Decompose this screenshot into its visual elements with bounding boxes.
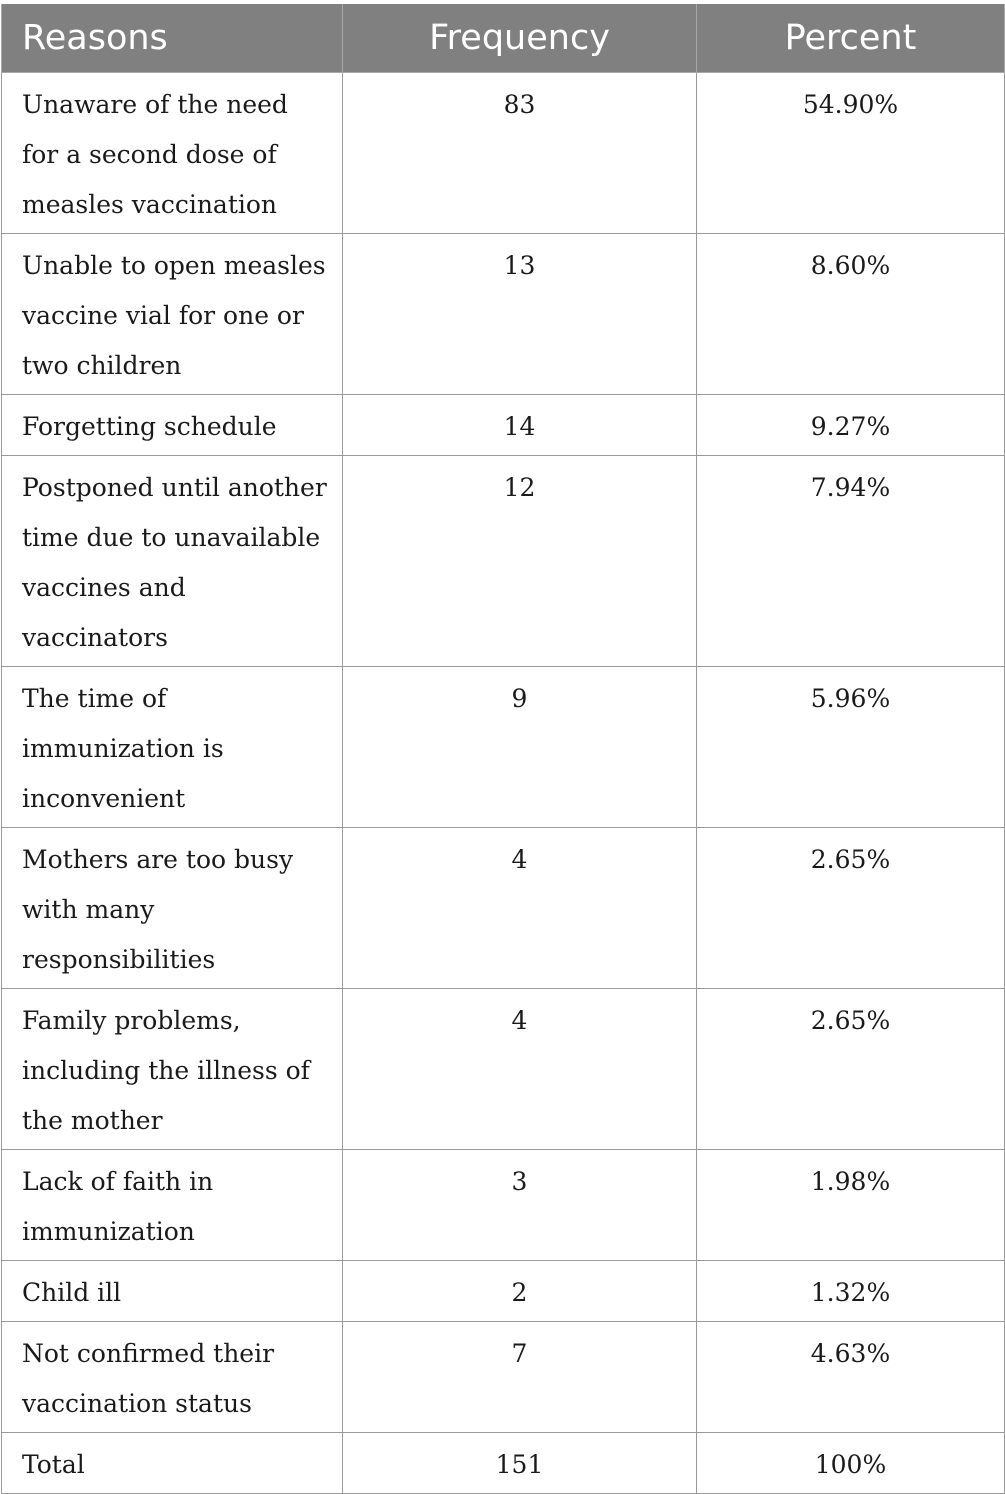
- table-row: [2, 828, 1005, 989]
- header-reasons: Reasons: [2, 4, 343, 73]
- reason-cell: Unaware of the need for a second dose of measles vaccination: [2, 73, 343, 234]
- total-row: [2, 1433, 1005, 1494]
- percent-cell: 5.96%: [697, 667, 1005, 828]
- percent-cell: 1.98%: [697, 1150, 1005, 1261]
- percent-cell: 54.90%: [697, 73, 1005, 234]
- table-row: [2, 989, 1005, 1150]
- percent-cell: 8.60%: [697, 234, 1005, 395]
- frequency-cell: 83: [343, 73, 697, 234]
- percent-cell: 2.65%: [697, 828, 1005, 989]
- percent-cell: 1.32%: [697, 1261, 1005, 1322]
- table-row: [2, 1322, 1005, 1433]
- frequency-cell: 13: [343, 234, 697, 395]
- total-frequency-cell: 151: [343, 1433, 697, 1494]
- frequency-cell: 3: [343, 1150, 697, 1261]
- frequency-cell: 4: [343, 828, 697, 989]
- frequency-cell: 2: [343, 1261, 697, 1322]
- table-row: [2, 1261, 1005, 1322]
- table-row: [2, 667, 1005, 828]
- reason-cell: Mothers are too busy with many responsibilities: [2, 828, 343, 989]
- frequency-cell: 4: [343, 989, 697, 1150]
- table-row: [2, 73, 1005, 234]
- percent-cell: 4.63%: [697, 1322, 1005, 1433]
- reason-cell: Family problems, including the illness of the mother: [2, 989, 343, 1150]
- reason-cell: Unable to open measles vaccine vial for one or two children: [2, 234, 343, 395]
- header-row: [2, 4, 1005, 73]
- table-row: [2, 234, 1005, 395]
- reason-cell: Lack of faith in immunization: [2, 1150, 343, 1261]
- frequency-cell: 7: [343, 1322, 697, 1433]
- frequency-cell: 9: [343, 667, 697, 828]
- percent-cell: 9.27%: [697, 395, 1005, 456]
- reason-cell: Postponed until another time due to unavailable vaccines and vaccinators: [2, 456, 343, 667]
- reason-cell: Forgetting schedule: [2, 395, 343, 456]
- frequency-cell: 12: [343, 456, 697, 667]
- percent-cell: 2.65%: [697, 989, 1005, 1150]
- reasons-table: [1, 4, 1005, 1494]
- reason-cell: Not confirmed their vaccination status: [2, 1322, 343, 1433]
- table-header: [2, 4, 1005, 73]
- table-body: [2, 73, 1005, 1494]
- reason-cell: The time of immunization is inconvenient: [2, 667, 343, 828]
- header-frequency: Frequency: [343, 4, 697, 73]
- table-row: [2, 456, 1005, 667]
- total-percent-cell: 100%: [697, 1433, 1005, 1494]
- table-row: [2, 1150, 1005, 1261]
- percent-cell: 7.94%: [697, 456, 1005, 667]
- total-label-cell: Total: [2, 1433, 343, 1494]
- reason-cell: Child ill: [2, 1261, 343, 1322]
- table-row: [2, 395, 1005, 456]
- header-percent: Percent: [697, 4, 1005, 73]
- frequency-cell: 14: [343, 395, 697, 456]
